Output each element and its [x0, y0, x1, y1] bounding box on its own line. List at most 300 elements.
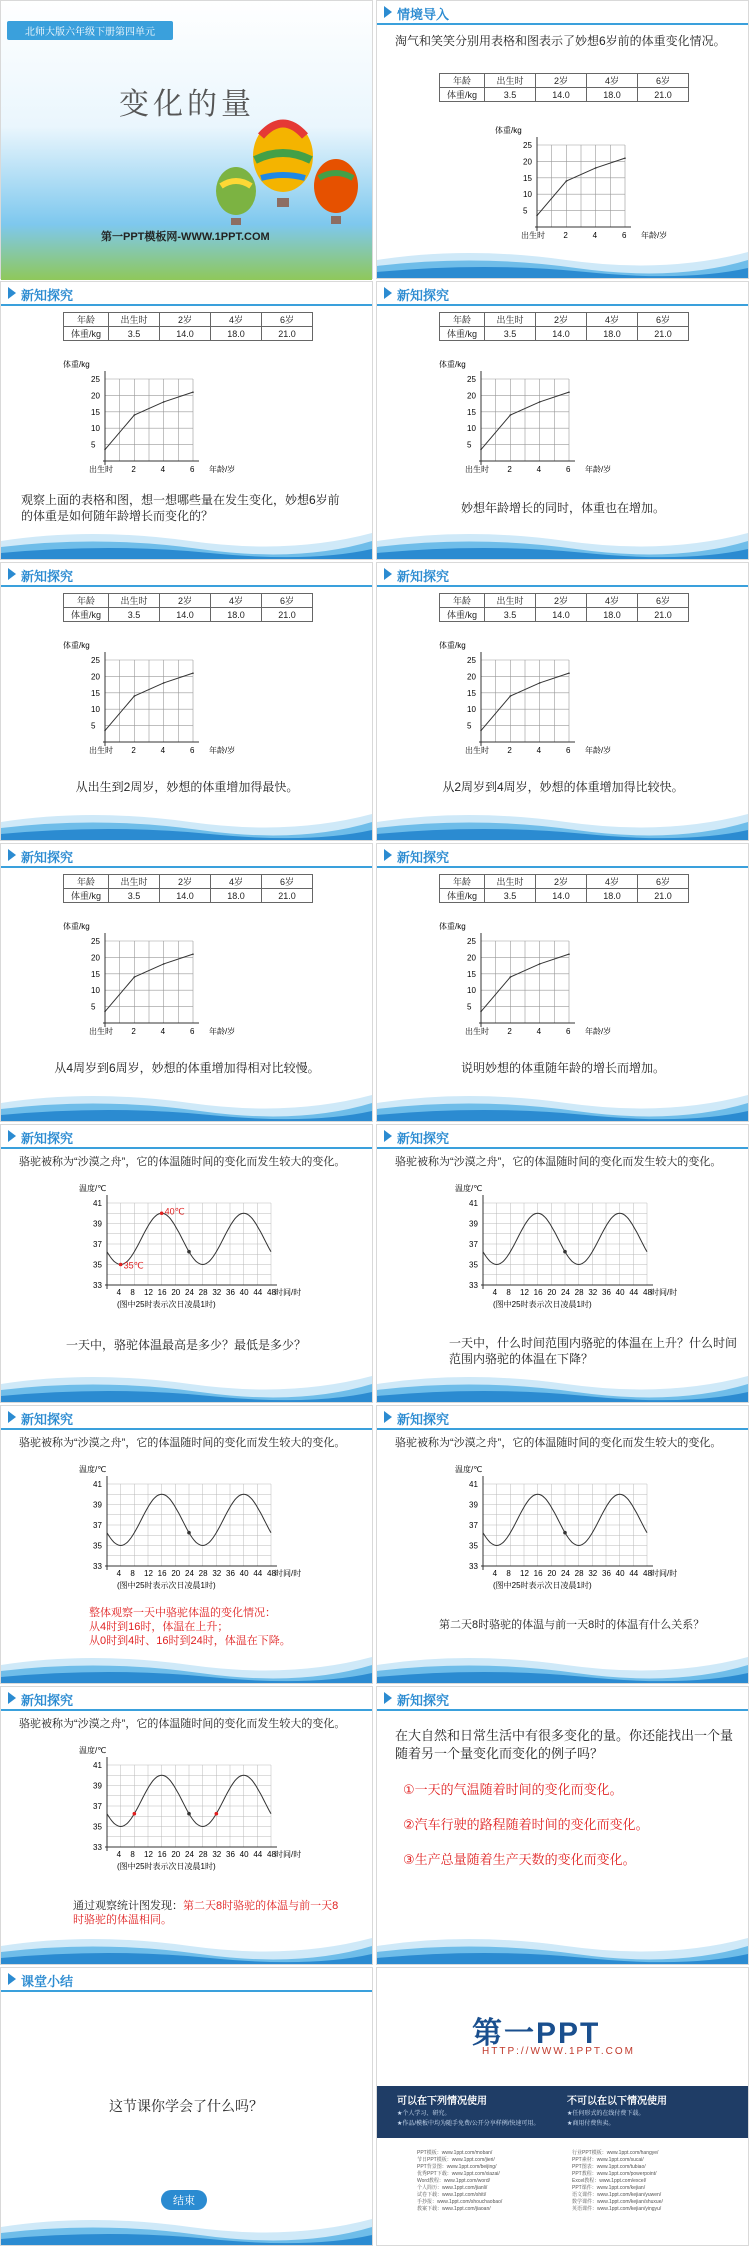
chart-caption: (图中25时表示次日凌晨1时)	[493, 1581, 592, 1590]
wave-decoration	[377, 519, 748, 559]
slide-weight-7[interactable]	[0, 843, 373, 1122]
table-cell: 14.0	[536, 889, 587, 903]
data-point	[187, 1812, 191, 1816]
arrow-icon	[8, 1973, 16, 1985]
data-point	[510, 695, 512, 697]
answer-line: 第二天8时骆驼的体温与前一天8时骆驼的体温相同。	[73, 1900, 339, 1926]
y-tick-label: 37	[93, 1802, 102, 1811]
y-tick-label: 41	[93, 1199, 102, 1208]
x-tick-label: 40	[239, 1850, 249, 1859]
data-point	[134, 976, 136, 978]
table-cell: 出生时	[109, 313, 160, 327]
slide-text: 观察上面的表格和图，想一想哪些量在发生变化，妙想6岁前的体重是如何随年龄增长而变化的？	[21, 493, 340, 523]
y-tick-label: 15	[467, 969, 476, 979]
table-cell: 14.0	[160, 327, 211, 341]
x-tick-label: 20	[171, 1569, 181, 1578]
y-axis-label: 体重/kg	[63, 641, 90, 650]
x-tick-label: 2	[131, 465, 136, 474]
end-button[interactable]: 结束	[161, 2190, 207, 2210]
table-cell: 年龄	[440, 74, 485, 88]
slide-header	[1, 1687, 372, 1711]
slide-header	[1, 1968, 372, 1992]
weight-line-chart	[439, 638, 669, 756]
table-cell: 体重/kg	[440, 889, 485, 903]
table-cell: 4岁	[587, 594, 638, 608]
y-tick-label: 35	[93, 1260, 102, 1270]
y-tick-label: 10	[467, 424, 476, 434]
y-tick-label: 5	[91, 721, 96, 731]
table-cell: 6岁	[638, 313, 689, 327]
links-left	[417, 2150, 502, 2213]
temperature-line-chart	[71, 1746, 311, 1871]
x-axis-label: 时间/时	[651, 1288, 678, 1297]
x-tick-label: 32	[588, 1569, 598, 1578]
x-tick-label: 48	[267, 1850, 276, 1859]
usage-allowed-title: 可以在下列情况使用	[397, 2096, 487, 2107]
x-tick-label: 6	[566, 1027, 571, 1036]
x-tick-label: 4	[492, 1288, 498, 1297]
weight-table	[439, 874, 689, 903]
table-cell: 出生时	[109, 875, 160, 889]
wave-decoration	[1, 1081, 372, 1121]
footer-link[interactable]: 教案下载：www.1ppt.com/jiaoan/	[417, 2206, 491, 2212]
x-tick-label: 36	[226, 1569, 235, 1578]
chart-caption: (图中25时表示次日凌晨1时)	[493, 1300, 592, 1309]
table-cell: 出生时	[485, 74, 536, 88]
table-cell: 14.0	[536, 88, 587, 102]
y-tick-label: 39	[469, 1219, 478, 1229]
x-tick-label: 4	[536, 465, 542, 474]
table-cell: 出生时	[109, 594, 160, 608]
x-tick-label: 2	[507, 1027, 512, 1036]
data-point	[104, 730, 106, 732]
x-tick-label: 16	[533, 1288, 543, 1297]
slide-cover[interactable]	[0, 0, 373, 279]
table-cell: 21.0	[638, 608, 689, 622]
slide-weight-4[interactable]	[376, 281, 749, 560]
footer-link[interactable]: PPT模板：www.1ppt.com/moban/	[417, 2150, 493, 2156]
slide-summary[interactable]	[0, 1967, 373, 2246]
weight-line-chart	[63, 919, 293, 1037]
footer-link[interactable]: 手抄报：www.1ppt.com/shouchaobao/	[417, 2199, 503, 2205]
footer-link[interactable]: 英语课件：www.1ppt.com/kejian/yingyu/	[572, 2206, 662, 2212]
table-cell: 18.0	[587, 88, 638, 102]
table-cell: 体重/kg	[440, 327, 485, 341]
y-axis-label: 温度/℃	[455, 1465, 483, 1474]
y-axis-label: 体重/kg	[439, 922, 466, 931]
table-cell: 21.0	[262, 889, 313, 903]
x-tick-label: 6	[190, 465, 195, 474]
data-point	[595, 167, 597, 169]
wave-decoration	[377, 1362, 748, 1402]
footer-link[interactable]: PPT背景图：www.1ppt.com/beijing/	[417, 2164, 497, 2170]
data-point	[480, 449, 482, 451]
x-tick-label: 8	[506, 1569, 511, 1578]
table-cell: 年龄	[440, 313, 485, 327]
camel-intro-text: 骆驼被称为“沙漠之舟”，它的体温随时间的变化而发生较大的变化。	[395, 1437, 722, 1449]
data-point	[163, 682, 165, 684]
table-cell: 2岁	[160, 875, 211, 889]
arrow-icon	[384, 1692, 392, 1704]
y-tick-label: 25	[91, 375, 100, 384]
y-axis-label: 温度/℃	[79, 1184, 107, 1193]
y-tick-label: 5	[91, 440, 96, 450]
data-point	[192, 953, 194, 955]
table-cell: 21.0	[262, 608, 313, 622]
x-tick-label: 48	[267, 1569, 276, 1578]
x-tick-label: 4	[116, 1288, 122, 1297]
y-tick-label: 5	[467, 721, 472, 731]
footer-link[interactable]: 行业PPT模板：www.1ppt.com/hangye/	[572, 2150, 659, 2156]
x-tick-label: 28	[198, 1288, 208, 1297]
temperature-line-chart	[71, 1184, 311, 1309]
table-row	[64, 327, 313, 341]
x-tick-label: 4	[536, 746, 542, 755]
x-axis-label: 年龄/岁	[209, 465, 236, 474]
y-tick-label: 20	[467, 953, 476, 963]
weight-table	[63, 593, 313, 622]
x-tick-label: 32	[212, 1288, 222, 1297]
x-tick-label: 12	[520, 1288, 529, 1297]
weight-line-chart	[63, 357, 293, 475]
footer-link[interactable]: PPT图表：www.1ppt.com/tubiao/	[572, 2164, 646, 2170]
x-tick-label: 44	[253, 1288, 263, 1297]
footer-link[interactable]: PPT教程：www.1ppt.com/powerpoint/	[572, 2171, 657, 2177]
answer-list	[89, 1606, 369, 1648]
header-title: 新知探究	[397, 1131, 450, 1146]
cover-title: 变化的量	[119, 88, 255, 121]
y-axis-label: 温度/℃	[79, 1465, 107, 1474]
y-axis-label: 体重/kg	[63, 922, 90, 931]
weight-line-chart	[63, 638, 293, 756]
wave-decoration	[1, 800, 372, 840]
y-tick-label: 39	[93, 1219, 102, 1229]
x-tick-label: 40	[239, 1288, 249, 1297]
footer-link[interactable]: Excel教程：www.1ppt.com/excel/	[572, 2178, 647, 2184]
weight-table	[439, 312, 689, 341]
x-tick-label: 28	[198, 1569, 208, 1578]
slide-camel-10[interactable]	[376, 1124, 749, 1403]
table-header-row	[440, 875, 689, 889]
table-cell: 出生时	[485, 875, 536, 889]
x-tick-label: 2	[131, 746, 136, 755]
footer-link[interactable]: 节日PPT模板：www.1ppt.com/jieri/	[417, 2157, 495, 2163]
table-cell: 2岁	[536, 74, 587, 88]
x-tick-label: 4	[116, 1850, 122, 1859]
x-tick-label: 20	[547, 1288, 557, 1297]
data-point	[539, 682, 541, 684]
x-tick-label: 16	[157, 1569, 167, 1578]
table-cell: 体重/kg	[64, 889, 109, 903]
temperature-line-chart	[447, 1465, 687, 1590]
x-tick-label: 4	[492, 1569, 498, 1578]
table-cell: 体重/kg	[440, 608, 485, 622]
table-cell: 18.0	[211, 608, 262, 622]
usage-forbidden-item: ★商用付费售卖。	[567, 2121, 615, 2127]
x-tick-label: 2	[507, 746, 512, 755]
y-tick-label: 5	[467, 1002, 472, 1012]
footer-link[interactable]: 优秀PPT下载：www.1ppt.com/xiazai/	[417, 2171, 500, 2177]
weight-table	[439, 73, 689, 102]
table-cell: 6岁	[638, 74, 689, 88]
x-tick-label: 16	[157, 1288, 167, 1297]
arrow-icon	[384, 849, 392, 861]
slide-intro[interactable]	[376, 0, 749, 279]
table-row	[64, 608, 313, 622]
x-tick-label: 出生时	[89, 465, 113, 474]
y-axis-label: 体重/kg	[495, 126, 522, 135]
camel-intro-text: 骆驼被称为“沙漠之舟”，它的体温随时间的变化而发生较大的变化。	[19, 1437, 346, 1449]
y-tick-label: 5	[467, 440, 472, 450]
x-axis-label: 年龄/岁	[585, 746, 612, 755]
table-header-row	[440, 313, 689, 327]
data-point	[119, 1263, 123, 1267]
wave-decoration	[1, 2205, 372, 2245]
x-tick-label: 16	[157, 1850, 167, 1859]
slide-question: 第二天8时骆驼的体温与前一天8时的体温有什么关系？	[439, 1619, 705, 1631]
table-cell: 3.5	[109, 327, 160, 341]
arrow-icon	[384, 6, 392, 18]
y-tick-label: 15	[91, 688, 100, 698]
y-tick-label: 33	[93, 1562, 102, 1571]
x-tick-label: 20	[171, 1850, 181, 1859]
wave-decoration	[377, 1643, 748, 1683]
table-cell: 4岁	[587, 313, 638, 327]
brand-url[interactable]: HTTP://WWW.1PPT.COM	[482, 2046, 635, 2057]
x-tick-label: 28	[198, 1850, 208, 1859]
table-cell: 14.0	[160, 608, 211, 622]
chart-caption: (图中25时表示次日凌晨1时)	[117, 1581, 216, 1590]
data-point	[134, 414, 136, 416]
y-axis-label: 温度/℃	[455, 1184, 483, 1193]
y-tick-label: 39	[93, 1781, 102, 1791]
x-axis-label: 年龄/岁	[585, 1027, 612, 1036]
slide-weight-8[interactable]	[376, 843, 749, 1122]
y-tick-label: 37	[93, 1521, 102, 1530]
y-tick-label: 33	[469, 1281, 478, 1290]
balloons-illustration	[211, 116, 361, 236]
arrow-icon	[8, 1692, 16, 1704]
x-tick-label: 4	[160, 746, 166, 755]
max-temp-label: 40℃	[164, 1206, 185, 1217]
y-tick-label: 5	[91, 1002, 96, 1012]
table-row	[64, 889, 313, 903]
x-tick-label: 6	[566, 465, 571, 474]
y-tick-label: 20	[91, 672, 100, 682]
x-axis-label: 时间/时	[275, 1288, 302, 1297]
table-cell: 3.5	[109, 608, 160, 622]
x-tick-label: 24	[561, 1569, 570, 1578]
answer-line: 从0时到4时、16时到24时，体温在下降。	[89, 1635, 291, 1647]
footer-link[interactable]: PPT素材：www.1ppt.com/sucai/	[572, 2157, 644, 2163]
y-tick-label: 35	[93, 1822, 102, 1832]
y-tick-label: 39	[93, 1500, 102, 1510]
x-tick-label: 出生时	[89, 1027, 113, 1036]
footer-link[interactable]: 个人简历：www.1ppt.com/jianli/	[417, 2185, 488, 2191]
x-tick-label: 12	[520, 1569, 529, 1578]
x-axis-label: 时间/时	[275, 1850, 302, 1859]
slide-header	[1, 1406, 372, 1430]
x-tick-label: 6	[190, 1027, 195, 1036]
x-tick-label: 24	[185, 1569, 194, 1578]
table-cell: 3.5	[109, 889, 160, 903]
x-tick-label: 20	[547, 1569, 557, 1578]
slide-camel-12[interactable]	[376, 1405, 749, 1684]
table-cell: 2岁	[536, 875, 587, 889]
usage-allowed-item: ★个人学习、研究。	[397, 2111, 451, 2117]
min-temp-label: 35℃	[123, 1260, 144, 1271]
table-header-row	[64, 594, 313, 608]
x-tick-label: 2	[131, 1027, 136, 1036]
table-cell: 14.0	[160, 889, 211, 903]
slide-weight-5[interactable]	[0, 562, 373, 841]
slide-weight-3[interactable]	[0, 281, 373, 560]
wave-decoration	[377, 1081, 748, 1121]
slide-header	[1, 563, 372, 587]
arrow-icon	[384, 1411, 392, 1423]
y-tick-label: 20	[91, 391, 100, 401]
footer-link[interactable]: 数学课件：www.1ppt.com/kejian/shuxue/	[572, 2199, 663, 2205]
usage-allowed-item: ★作品/模板中均为随手免费/公开分享样例/快速可用。	[397, 2121, 540, 2127]
data-point	[510, 414, 512, 416]
wave-decoration	[377, 800, 748, 840]
usage-forbidden-item: ★任何形式的在线付费下载。	[567, 2111, 645, 2117]
slide-header	[377, 1, 748, 25]
examples-question: 在大自然和日常生活中有很多变化的量。你还能找出一个量随着另一个量变化而变化的例子吗？	[395, 1728, 734, 1761]
y-tick-label: 15	[523, 173, 532, 183]
intro-text: 淘气和笑笑分别用表格和图表示了妙想6岁前的体重变化情况。	[395, 34, 726, 48]
slide-camel-9[interactable]	[0, 1124, 373, 1403]
x-tick-label: 24	[185, 1288, 194, 1297]
y-tick-label: 41	[93, 1480, 102, 1489]
x-tick-label: 36	[602, 1288, 611, 1297]
table-cell: 4岁	[587, 875, 638, 889]
table-cell: 2岁	[536, 594, 587, 608]
y-tick-label: 41	[469, 1199, 478, 1208]
example-item: ③生产总量随着生产天数的变化而变化。	[403, 1852, 636, 1867]
x-axis-label: 时间/时	[651, 1569, 678, 1578]
slide-camel-13[interactable]	[0, 1686, 373, 1965]
y-tick-label: 20	[91, 953, 100, 963]
y-tick-label: 25	[467, 656, 476, 665]
table-cell: 4岁	[211, 594, 262, 608]
x-tick-label: 20	[171, 1288, 181, 1297]
slide-weight-6[interactable]	[376, 562, 749, 841]
data-point	[563, 1250, 567, 1254]
footer-link[interactable]: PPT课件：www.1ppt.com/kejian/	[572, 2185, 646, 2191]
x-tick-label: 48	[267, 1288, 276, 1297]
y-tick-label: 10	[91, 424, 100, 434]
answer-line: 从4时到16时，体温在上升；	[89, 1621, 229, 1633]
y-tick-label: 39	[469, 1500, 478, 1510]
y-tick-label: 20	[467, 391, 476, 401]
table-cell: 21.0	[638, 327, 689, 341]
temperature-line-chart	[71, 1465, 311, 1590]
x-tick-label: 6	[622, 231, 627, 240]
footer-link[interactable]: 语文课件：www.1ppt.com/kejian/yuwen/	[572, 2192, 662, 2198]
x-tick-label: 8	[130, 1288, 135, 1297]
usage-forbidden-title: 不可以在以下情况使用	[567, 2096, 667, 2107]
slide-header	[1, 1125, 372, 1149]
temperature-line-chart	[447, 1184, 687, 1309]
weight-table	[439, 593, 689, 622]
slide-text: 从4周岁到6周岁，妙想的体重增加得相对比较慢。	[54, 1061, 320, 1075]
table-row	[440, 88, 689, 102]
x-tick-label: 32	[212, 1850, 222, 1859]
x-tick-label: 出生时	[89, 746, 113, 755]
x-tick-label: 12	[144, 1288, 153, 1297]
table-cell: 14.0	[536, 608, 587, 622]
footer-link[interactable]: Word教程：www.1ppt.com/word/	[417, 2178, 490, 2184]
y-tick-label: 35	[93, 1541, 102, 1551]
footer-link[interactable]: 试卷下载：www.1ppt.com/shiti/	[417, 2192, 487, 2198]
summary-question: 这节课你学会了什么吗？	[109, 2098, 263, 2114]
slide-camel-11[interactable]	[0, 1405, 373, 1684]
slide-header	[1, 282, 372, 306]
table-row	[440, 608, 689, 622]
header-title: 新知探究	[397, 569, 450, 584]
weight-table	[63, 312, 313, 341]
x-tick-label: 4	[536, 1027, 542, 1036]
y-axis-label: 体重/kg	[63, 360, 90, 369]
x-tick-label: 16	[533, 1569, 543, 1578]
slide-header	[377, 1125, 748, 1149]
x-tick-label: 4	[160, 465, 166, 474]
y-tick-label: 20	[467, 672, 476, 682]
y-tick-label: 33	[93, 1843, 102, 1852]
header-title: 课堂小结	[21, 1974, 74, 1989]
header-title: 新知探究	[21, 850, 74, 865]
data-point	[192, 391, 194, 393]
data-point	[563, 1531, 567, 1535]
x-tick-label: 44	[253, 1569, 263, 1578]
y-axis-label: 温度/℃	[79, 1746, 107, 1755]
arrow-icon	[8, 1411, 16, 1423]
camel-intro-text: 骆驼被称为“沙漠之舟”，它的体温随时间的变化而发生较大的变化。	[395, 1156, 722, 1168]
table-cell: 18.0	[587, 327, 638, 341]
table-cell: 6岁	[262, 594, 313, 608]
y-tick-label: 10	[467, 705, 476, 715]
table-cell: 年龄	[64, 875, 109, 889]
chart-caption: (图中25时表示次日凌晨1时)	[117, 1300, 216, 1309]
y-tick-label: 5	[523, 206, 528, 216]
table-cell: 2岁	[160, 594, 211, 608]
table-cell: 3.5	[485, 608, 536, 622]
x-tick-label: 32	[588, 1288, 598, 1297]
slide-header	[377, 1406, 748, 1430]
links-right	[572, 2150, 663, 2213]
table-cell: 6岁	[262, 313, 313, 327]
y-tick-label: 25	[467, 375, 476, 384]
y-tick-label: 10	[91, 705, 100, 715]
data-point	[134, 695, 136, 697]
y-tick-label: 41	[469, 1480, 478, 1489]
header-title: 新知探究	[21, 288, 74, 303]
y-tick-label: 37	[469, 1521, 478, 1530]
weight-line-chart	[495, 123, 725, 241]
table-cell: 4岁	[211, 875, 262, 889]
example-item: ①一天的气温随着时间的变化而变化。	[403, 1782, 623, 1797]
slide-ad[interactable]	[376, 1967, 749, 2246]
slide-header	[377, 282, 748, 306]
table-header-row	[440, 594, 689, 608]
header-title: 新知探究	[21, 1131, 74, 1146]
wave-decoration	[377, 1924, 748, 1964]
data-point	[566, 180, 568, 182]
slide-examples[interactable]	[376, 1686, 749, 1965]
wave-decoration	[1, 519, 372, 559]
table-row	[440, 889, 689, 903]
